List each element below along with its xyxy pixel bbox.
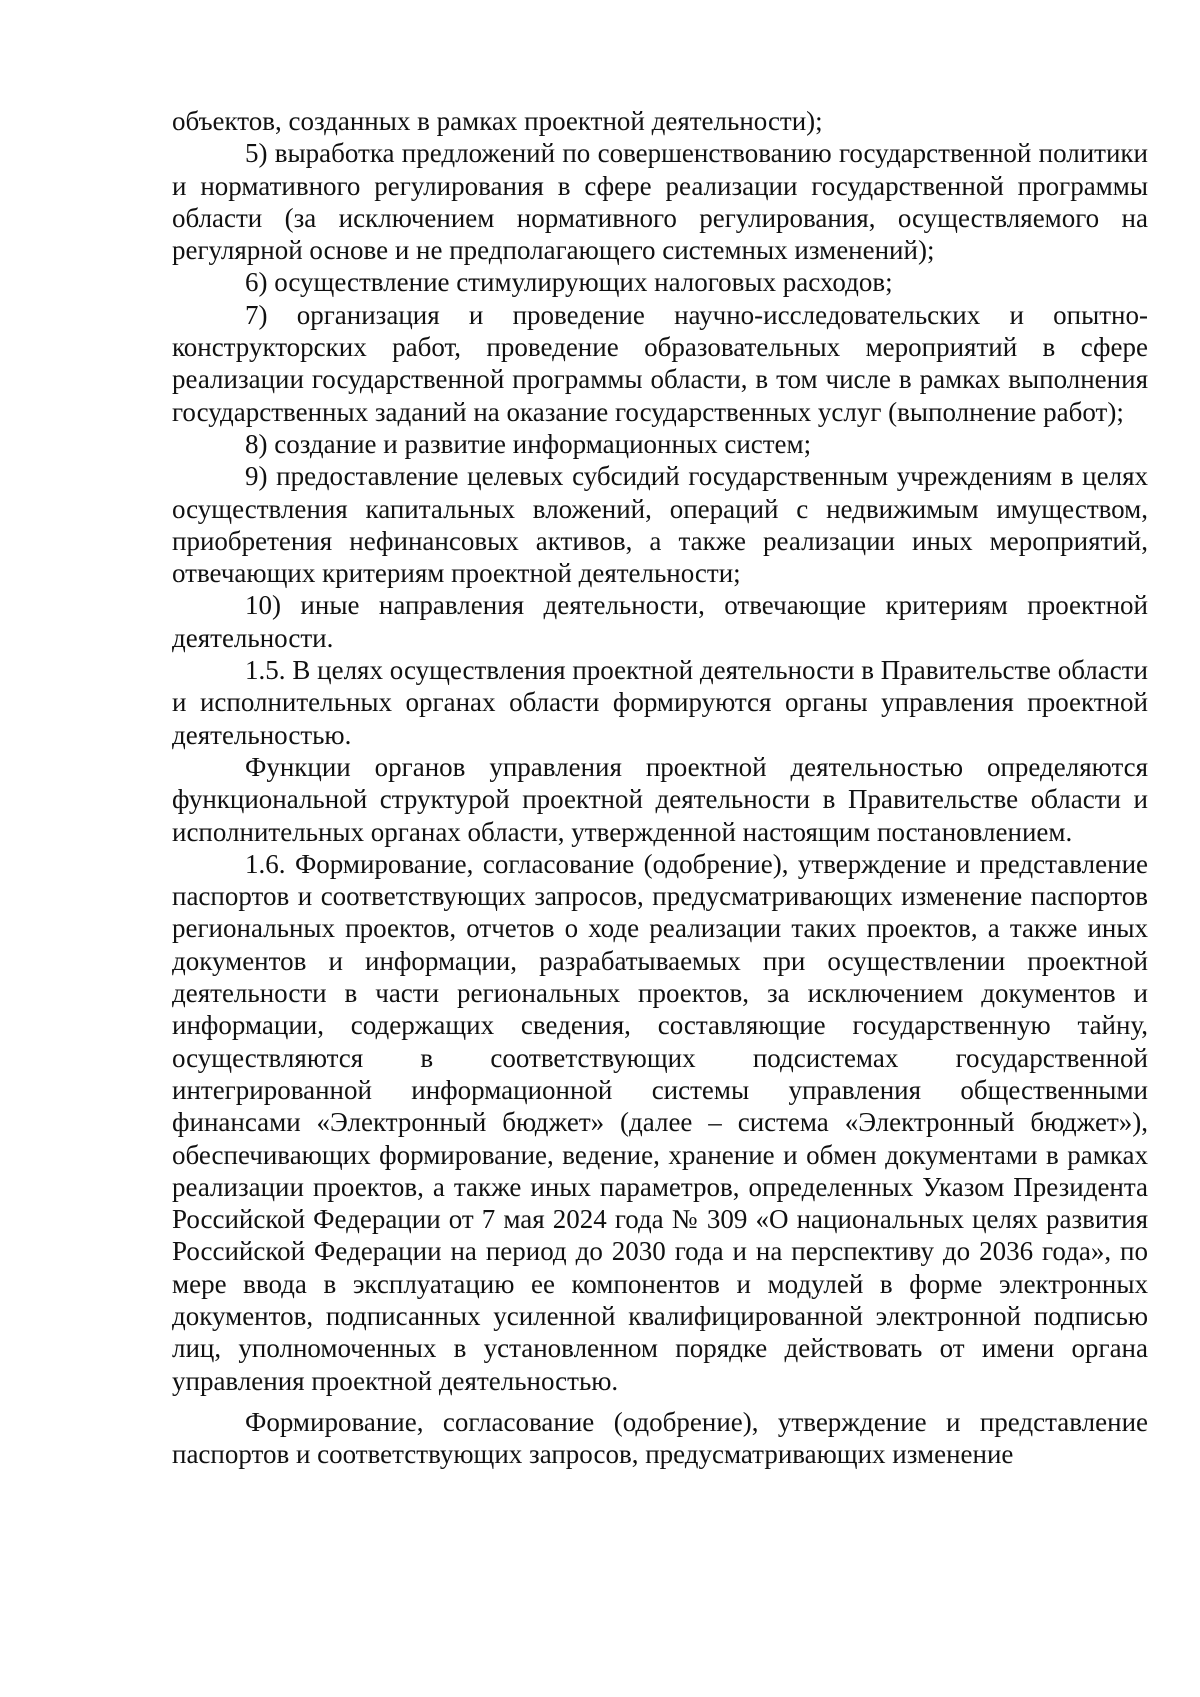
paragraph-item-10: 10) иные направления деятельности, отвечающие критериям проектной деятельности. bbox=[172, 590, 1148, 653]
paragraph-item-9: 9) предоставление целевых субсидий государственным учреждениям в целях осуществления капитальных вложений, операций с недвижимым имуществом, приобретения нефинансовых активов, а также реализации иных мероприятий, отвечающих критериям проектной деятельности; bbox=[172, 461, 1148, 589]
paragraph-item-5: 5) выработка предложений по совершенствованию государственной политики и нормативного регулирования в сфере реализации государственной программы области (за исключением нормативного регулирования, осуществляемого на регулярной основе и не предполагающего системных изменений); bbox=[172, 138, 1148, 266]
document-page bbox=[172, 105, 1148, 1470]
paragraph-section-1-5: 1.5. В целях осуществления проектной деятельности в Правительстве области и исполнительных органах области формируются органы управления проектной деятельностью. bbox=[172, 655, 1148, 750]
paragraph-formation: Формирование, согласование (одобрение), утверждение и представление паспортов и соответствующих запросов, предусматривающих изменение bbox=[172, 1406, 1148, 1470]
paragraph-item-8: 8) создание и развитие информационных систем; bbox=[245, 428, 812, 459]
paragraph-item-6: 6) осуществление стимулирующих налоговых расходов; bbox=[245, 267, 893, 298]
paragraph-functions: Функции органов управления проектной деятельностью определяются функциональной структурой проектной деятельности в Правительстве области и исполнительных органах области, утвержденной настоящим постановлением. bbox=[172, 751, 1148, 847]
paragraph-item-7: 7) организация и проведение научно-исследовательских и опытно-конструкторских работ, проведение образовательных мероприятий в сфере реализации государственной программы области, в том числе в рамках выполнения государственных заданий на оказание государственных услуг (выполнение работ); bbox=[172, 299, 1148, 427]
paragraph-0: объектов, созданных в рамках проектной деятельности); bbox=[172, 106, 823, 136]
paragraph-section-1-6: 1.6. Формирование, согласование (одобрение), утверждение и представление паспортов и соответствующих запросов, предусматривающих изменение паспортов региональных проектов, отчетов о ходе реализации таких проектов, а также иных документов и информации, разрабатываемых при осуществлении проектной деятельности в части региональных проектов, за исключением документов и информации, содержащих сведения, составляющие государственную тайну, осуществляются в соответствующих подсистемах государственной интегрированной информационной системы управления общественными финансами «Электронный бюджет» (далее – система «Электронный бюджет»), обеспечивающих формирование, ведение, хранение и обмен документами в рамках реализации проектов, а также иных параметров, определенных Указом Президента Российской Федерации от 7 мая 2024 года № 309 «О национальных целях развития Российской Федерации на период до 2030 года и на перспективу до 2036 года», по мере ввода в эксплуатацию ее компонентов и модулей в форме электронных документов, подписанных усиленной квалифицированной электронной подписью лиц, уполномоченных в установленном порядке действовать от имени органа управления проектной деятельностью. bbox=[172, 848, 1148, 1396]
